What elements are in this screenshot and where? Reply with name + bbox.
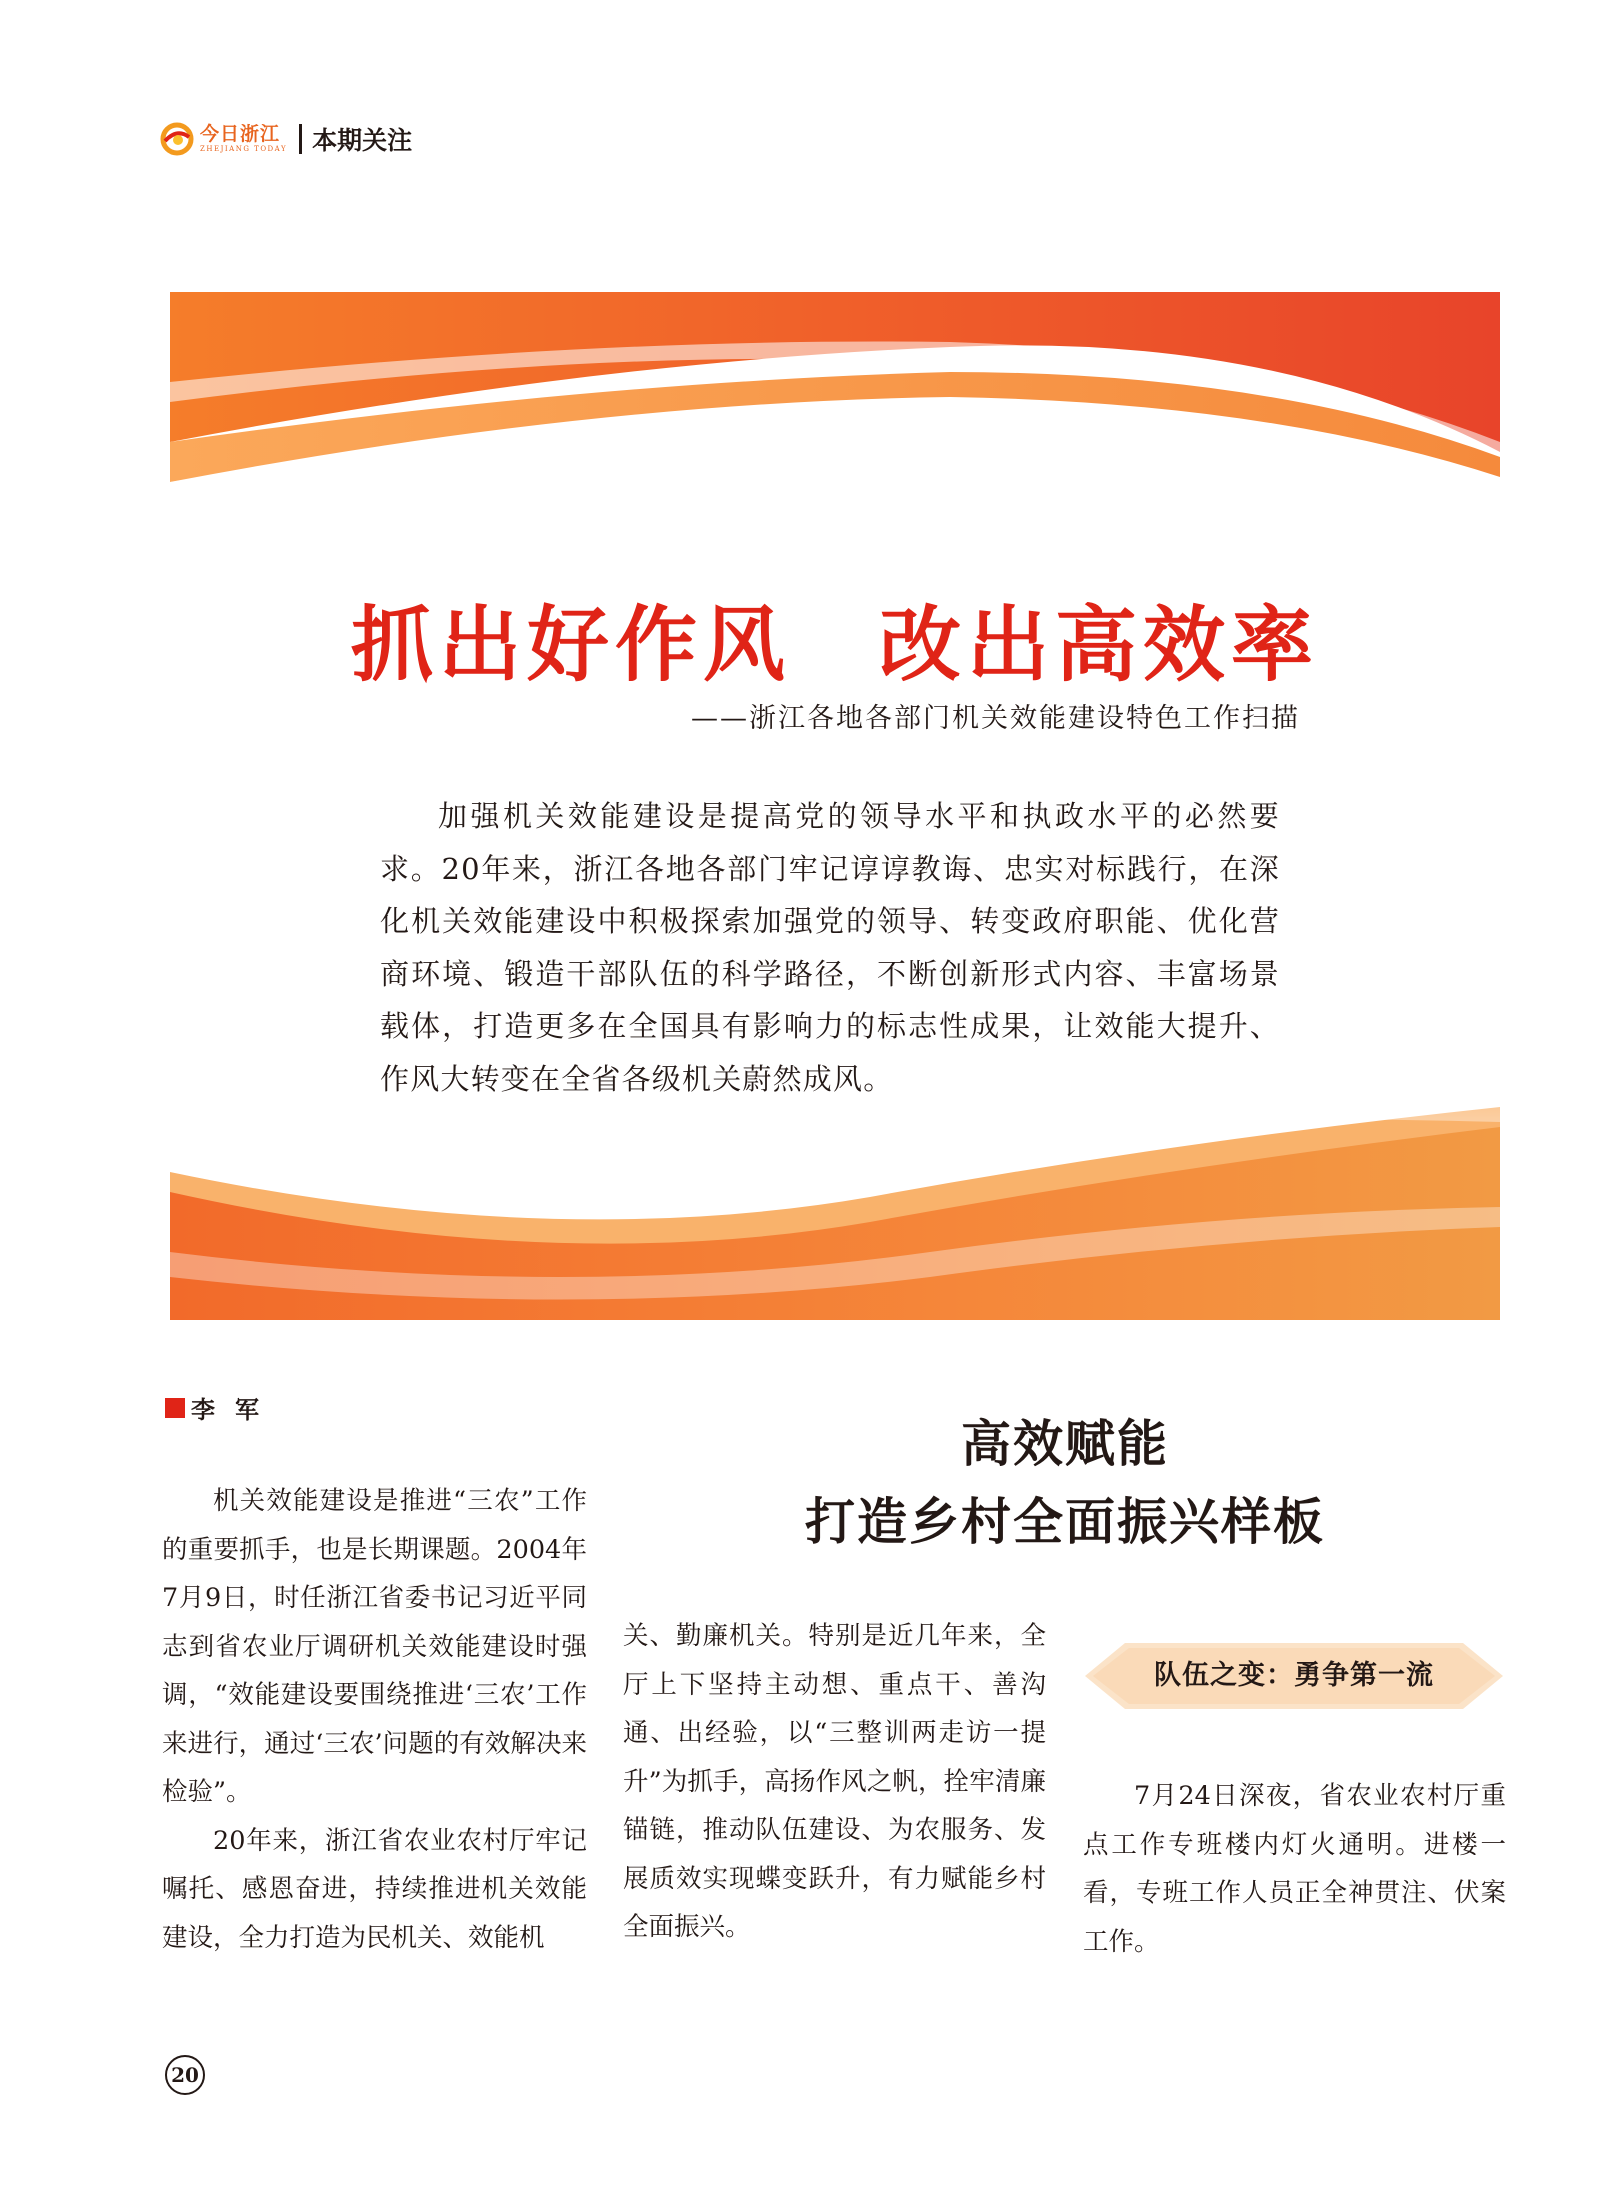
- section-title-line-2: 打造乡村全面振兴样板: [805, 1492, 1325, 1551]
- page-number: 20: [165, 2055, 205, 2095]
- section-label: 本期关注: [312, 126, 413, 155]
- subheading-text: 队伍之变：勇争第一流: [1154, 1660, 1434, 1691]
- author-byline: [165, 1390, 279, 1425]
- article-column-1: [162, 1477, 587, 1962]
- author-name: 李军: [191, 1396, 279, 1424]
- header-divider: [299, 124, 302, 154]
- subtitle: ——浙江各地各部门机关效能建设特色工作扫描: [691, 703, 1300, 734]
- paragraph: 20年来，浙江省农业农村厅牢记嘱托、感恩奋进，持续推进机关效能建设，全力打造为民机关、效能机: [162, 1825, 587, 1953]
- section-title-line-1: 高效赋能: [961, 1414, 1169, 1473]
- main-title: 抓出好作风 改出高效率: [350, 597, 1319, 693]
- logo-swirl-icon: [160, 122, 194, 156]
- paragraph: 机关效能建设是推进“三农”工作的重要抓手，也是长期课题。2004年7月9日，时任浙江省委书记习近平同志到省农业厅调研机关效能建设时强调，“效能建设要围绕推进‘三农’工作来进行，通过‘三农’问题的有效解决来检验”。: [162, 1486, 587, 1807]
- author-marker-icon: [165, 1398, 185, 1418]
- logo: [200, 125, 287, 153]
- article-column-3: [1083, 1772, 1506, 1966]
- subheading-box: [1085, 1643, 1503, 1709]
- paragraph: 关、勤廉机关。特别是近几年来，全厅上下坚持主动想、重点干、善沟通、出经验，以“三整训两走访一提升”为抓手，高扬作风之帆，拴牢清廉锚链，推动队伍建设、为农服务、发展质效实现蝶变跃升，有力赋能乡村全面振兴。: [623, 1621, 1046, 1942]
- logo-text-cn: 今日浙江: [200, 123, 281, 145]
- page-header: [160, 118, 412, 160]
- logo-text-en: ZHEJIANG TODAY: [200, 145, 288, 153]
- article-column-2: [623, 1612, 1046, 1952]
- paragraph: 7月24日深夜，省农业农村厅重点工作专班楼内灯火通明。进楼一看，专班工作人员正全神贯注、伏案工作。: [1083, 1781, 1506, 1957]
- section-title: [700, 1405, 1430, 1561]
- intro-paragraph: 加强机关效能建设是提高党的领导水平和执政水平的必然要求。20年来，浙江各地各部门牢记谆谆教诲、忠实对标践行，在深化机关效能建设中积极探索加强党的领导、转变政府职能、优化营商环境、锻造干部队伍的科学路径，不断创新形式内容、丰富场景载体，打造更多在全国具有影响力的标志性成果，让效能大提升、作风大转变在全省各级机关蔚然成风。: [380, 799, 1280, 1096]
